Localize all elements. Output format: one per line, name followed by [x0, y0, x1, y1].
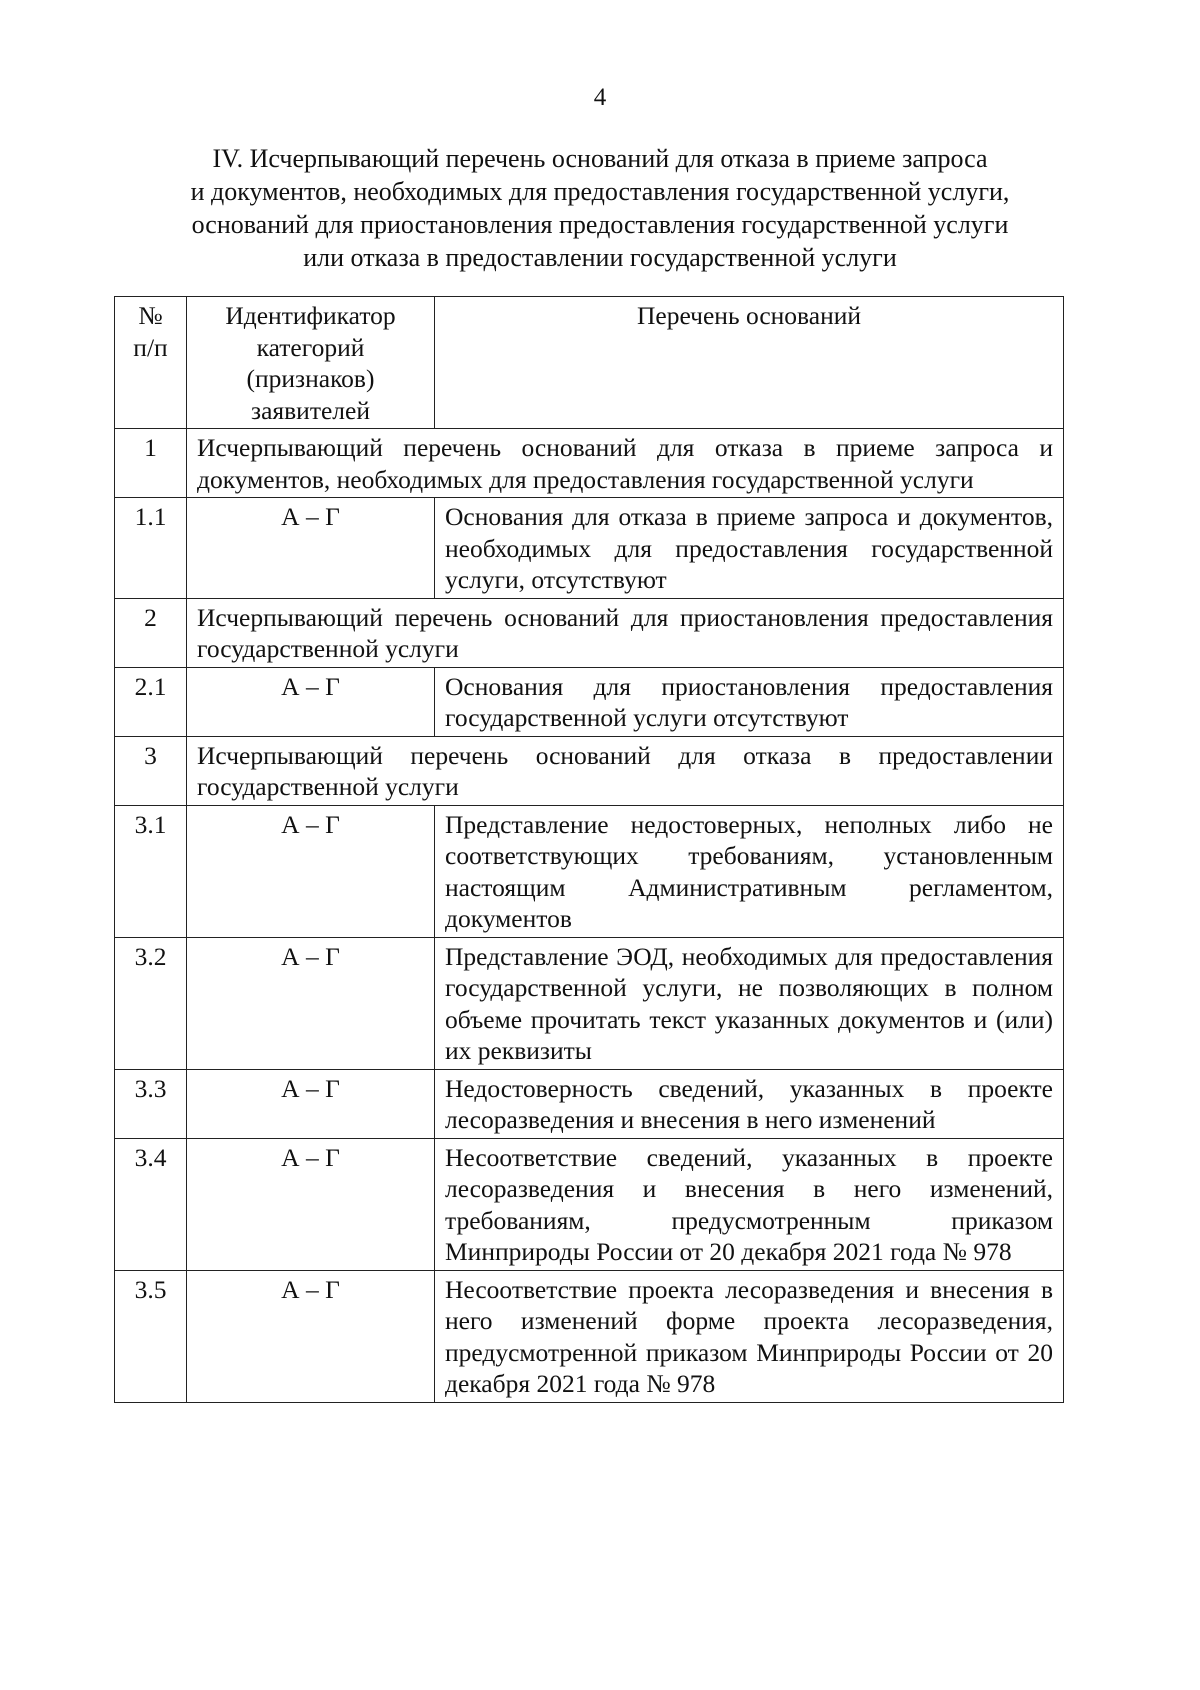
- row-identifier: А – Г: [187, 1270, 435, 1402]
- row-ground-text: Основания для приостановления предоставления государственной услуги отсутствуют: [435, 667, 1064, 736]
- table-row-section: [115, 429, 1064, 498]
- row-number: 1: [115, 429, 187, 498]
- row-number: 3: [115, 736, 187, 805]
- section-heading-text: Исчерпывающий перечень оснований для отказа в предоставлении государственной услуги: [187, 736, 1064, 805]
- grounds-table: [114, 296, 1064, 1403]
- row-ground-text: Несоответствие проекта лесоразведения и внесения в него изменений форме проекта лесоразведения, предусмотренной приказом Минприроды России от 20 декабря 2021 года № 978: [435, 1270, 1064, 1402]
- table-row: [115, 498, 1064, 599]
- row-number: 2.1: [115, 667, 187, 736]
- row-identifier: А – Г: [187, 498, 435, 599]
- row-ground-text: Представление недостоверных, неполных либо не соответствующих требованиям, установленным настоящим Административным регламентом, документов: [435, 805, 1064, 937]
- row-ground-text: Недостоверность сведений, указанных в проекте лесоразведения и внесения в него изменений: [435, 1069, 1064, 1138]
- table-row: [115, 805, 1064, 937]
- row-number: 1.1: [115, 498, 187, 599]
- section-title-line: или отказа в предоставлении государственной услуги: [303, 243, 897, 272]
- row-number: 3.4: [115, 1138, 187, 1270]
- table-row: [115, 1270, 1064, 1402]
- row-identifier: А – Г: [187, 805, 435, 937]
- table-row: [115, 937, 1064, 1069]
- page-number: 4: [593, 84, 607, 111]
- table-row-section: [115, 598, 1064, 667]
- table-row-section: [115, 736, 1064, 805]
- row-number: 3.2: [115, 937, 187, 1069]
- header-list: Перечень оснований: [435, 297, 1064, 429]
- row-ground-text: Несоответствие сведений, указанных в проекте лесоразведения и внесения в него изменений, требованиям, предусмотренным приказом Минприроды России от 20 декабря 2021 года № 978: [435, 1138, 1064, 1270]
- section-heading-text: Исчерпывающий перечень оснований для приостановления предоставления государственной услуги: [187, 598, 1064, 667]
- row-identifier: А – Г: [187, 1138, 435, 1270]
- row-number: 3.3: [115, 1069, 187, 1138]
- table-row: [115, 667, 1064, 736]
- row-number: 3.5: [115, 1270, 187, 1402]
- table-row: [115, 1138, 1064, 1270]
- section-title-line: и документов, необходимых для предоставления государственной услуги,: [190, 177, 1010, 206]
- row-number: 2: [115, 598, 187, 667]
- section-title-line: оснований для приостановления предоставления государственной услуги: [191, 210, 1009, 239]
- header-identifier: Идентификатор категорий (признаков) заявителей: [187, 297, 435, 429]
- table-row: [115, 1069, 1064, 1138]
- row-identifier: А – Г: [187, 1069, 435, 1138]
- row-number: 3.1: [115, 805, 187, 937]
- row-identifier: А – Г: [187, 667, 435, 736]
- table-header-row: [115, 297, 1064, 429]
- section-heading-text: Исчерпывающий перечень оснований для отказа в приеме запроса и документов, необходимых для предоставления государственной услуги: [187, 429, 1064, 498]
- header-number: № п/п: [115, 297, 187, 429]
- row-identifier: А – Г: [187, 937, 435, 1069]
- section-title-line: IV. Исчерпывающий перечень оснований для отказа в приеме запроса: [212, 144, 988, 173]
- section-title: [100, 142, 1100, 274]
- row-ground-text: Основания для отказа в приеме запроса и документов, необходимых для предоставления государственной услуги, отсутствуют: [435, 498, 1064, 599]
- row-ground-text: Представление ЭОД, необходимых для предоставления государственной услуги, не позволяющих в полном объеме прочитать текст указанных документов и (или) их реквизиты: [435, 937, 1064, 1069]
